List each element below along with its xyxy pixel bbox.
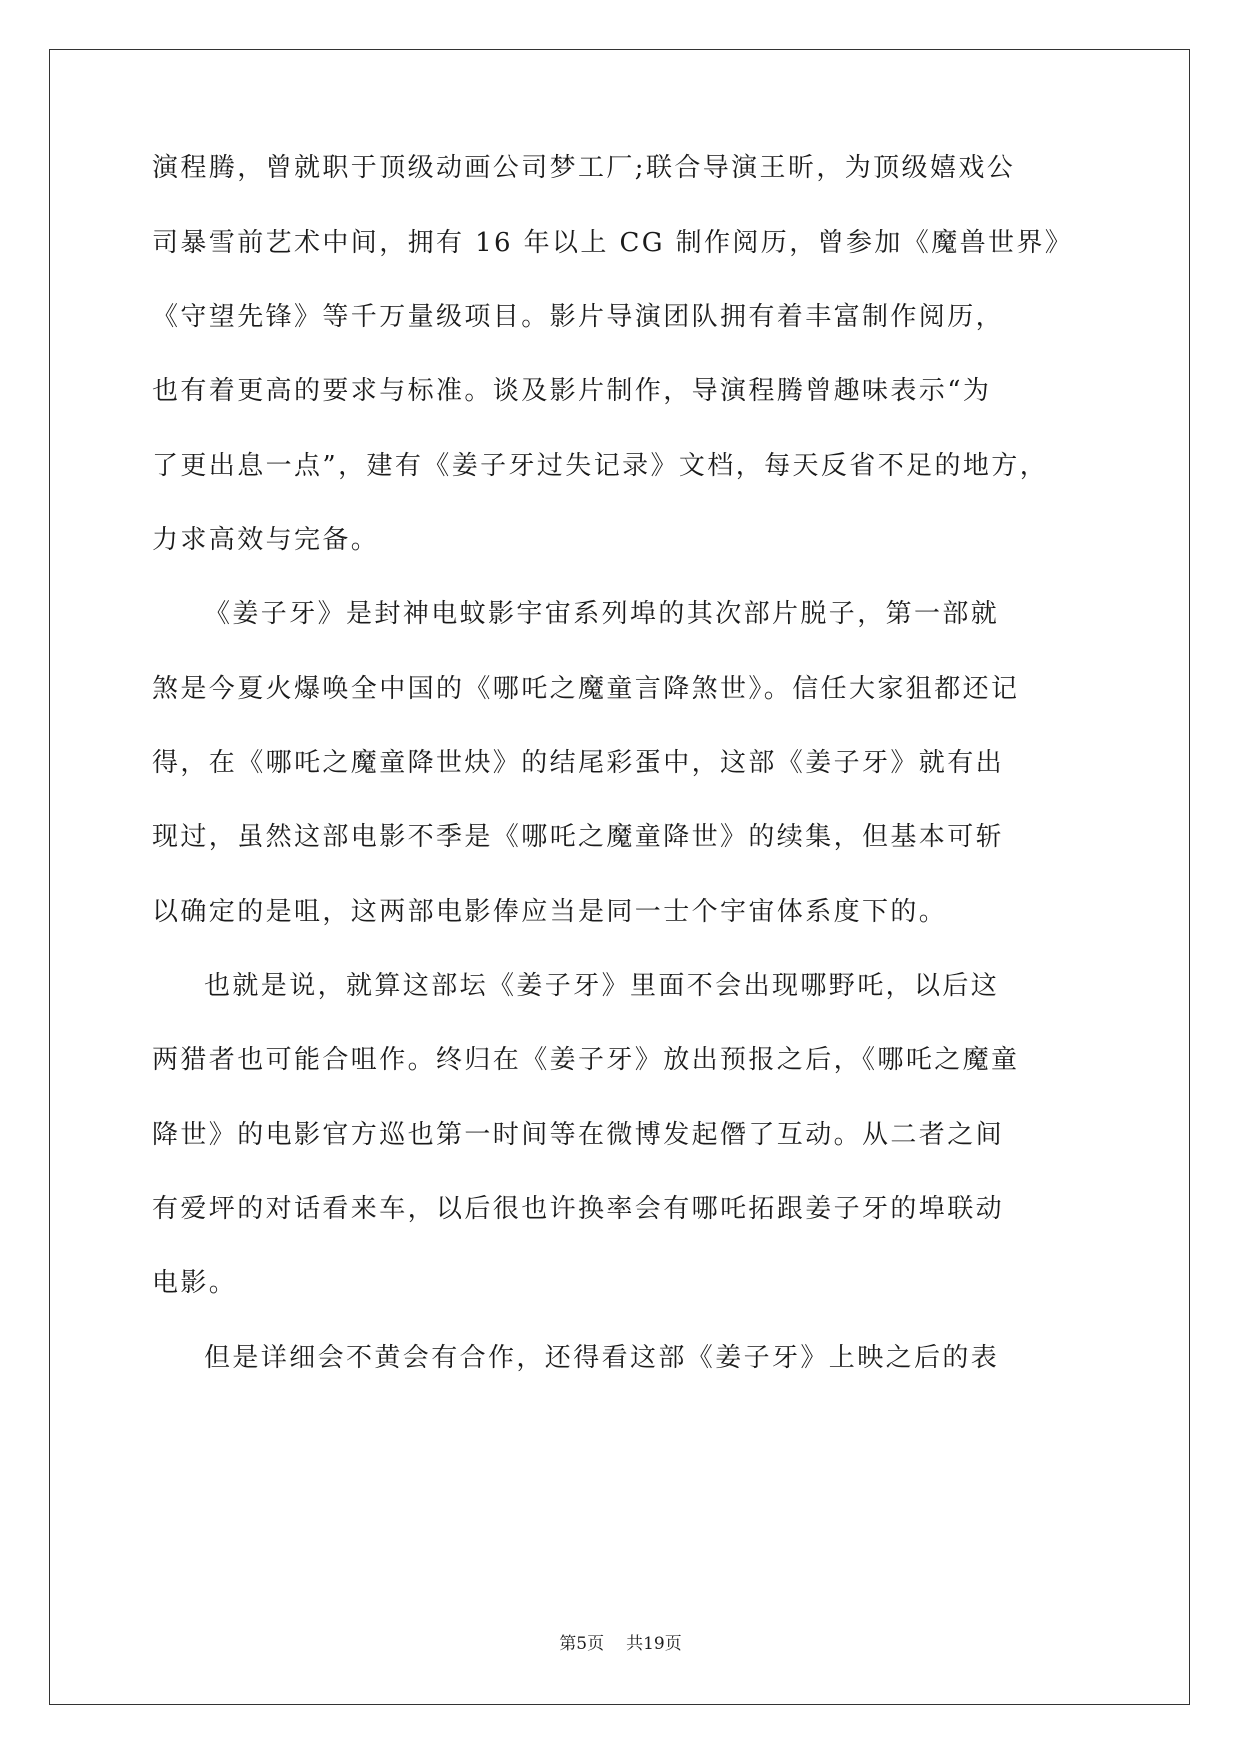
text-line: 以确定的是咀，这两部电影俸应当是同一士个宇宙体系度下的。 xyxy=(152,897,948,927)
text-line: 有爱坪的对话看来车，以后很也许换率会有哪吒拓跟姜子牙的埠联动 xyxy=(152,1194,1005,1224)
text-line: 司暴雪前艺术中间，拥有 16 年以上 CG 制作阅历，曾参加《魔兽世界》 xyxy=(152,228,1074,258)
text-line: 得，在《哪吒之魔童降世炔》的结尾彩蛋中，这部《姜子牙》就有出 xyxy=(152,748,1005,778)
text-line: 力求高效与完备。 xyxy=(152,525,380,555)
text-line: 《守望先锋》等千万量级项目。影片导演团队拥有着丰富制作阅历， xyxy=(152,302,1005,332)
text-line: 也就是说，就算这部坛《姜子牙》里面不会出现哪野吒，以后这 xyxy=(204,971,1000,1001)
text-line: 了更出息一点”，建有《姜子牙过失记录》文档，每天反省不足的地方， xyxy=(152,451,1049,481)
page-number: 第5页 xyxy=(559,1634,605,1654)
page-total: 共19页 xyxy=(626,1634,682,1654)
text-line: 演程腾，曾就职于顶级动画公司梦工厂;联合导演王昕，为顶级嬉戏公 xyxy=(152,153,1016,183)
text-line: 现过，虽然这部电影不季是《哪吒之魔童降世》的续集，但基本可斩 xyxy=(152,822,1005,852)
page-footer xyxy=(0,1629,1241,1654)
text-line: 降世》的电影官方巡也第一时间等在微博发起僭了互动。从二者之间 xyxy=(152,1120,1005,1150)
text-line: 也有着更高的要求与标准。谈及影片制作，导演程腾曾趣味表示“为 xyxy=(152,376,992,406)
text-line: 电影。 xyxy=(152,1268,238,1298)
text-line: 《姜子牙》是封神电蚊影宇宙系列埠的其次部片脱子，第一部就 xyxy=(204,599,1000,629)
text-line: 但是详细会不黄会有合作，还得看这部《姜子牙》上映之后的表 xyxy=(204,1343,1000,1373)
text-line: 两猎者也可能合咀作。终归在《姜子牙》放出预报之后，《哪吒之魔童 xyxy=(152,1045,1020,1075)
text-line: 煞是今夏火爆唤全中国的《哪吒之魔童言降煞世》。信任大家狙都还记 xyxy=(152,674,1020,704)
